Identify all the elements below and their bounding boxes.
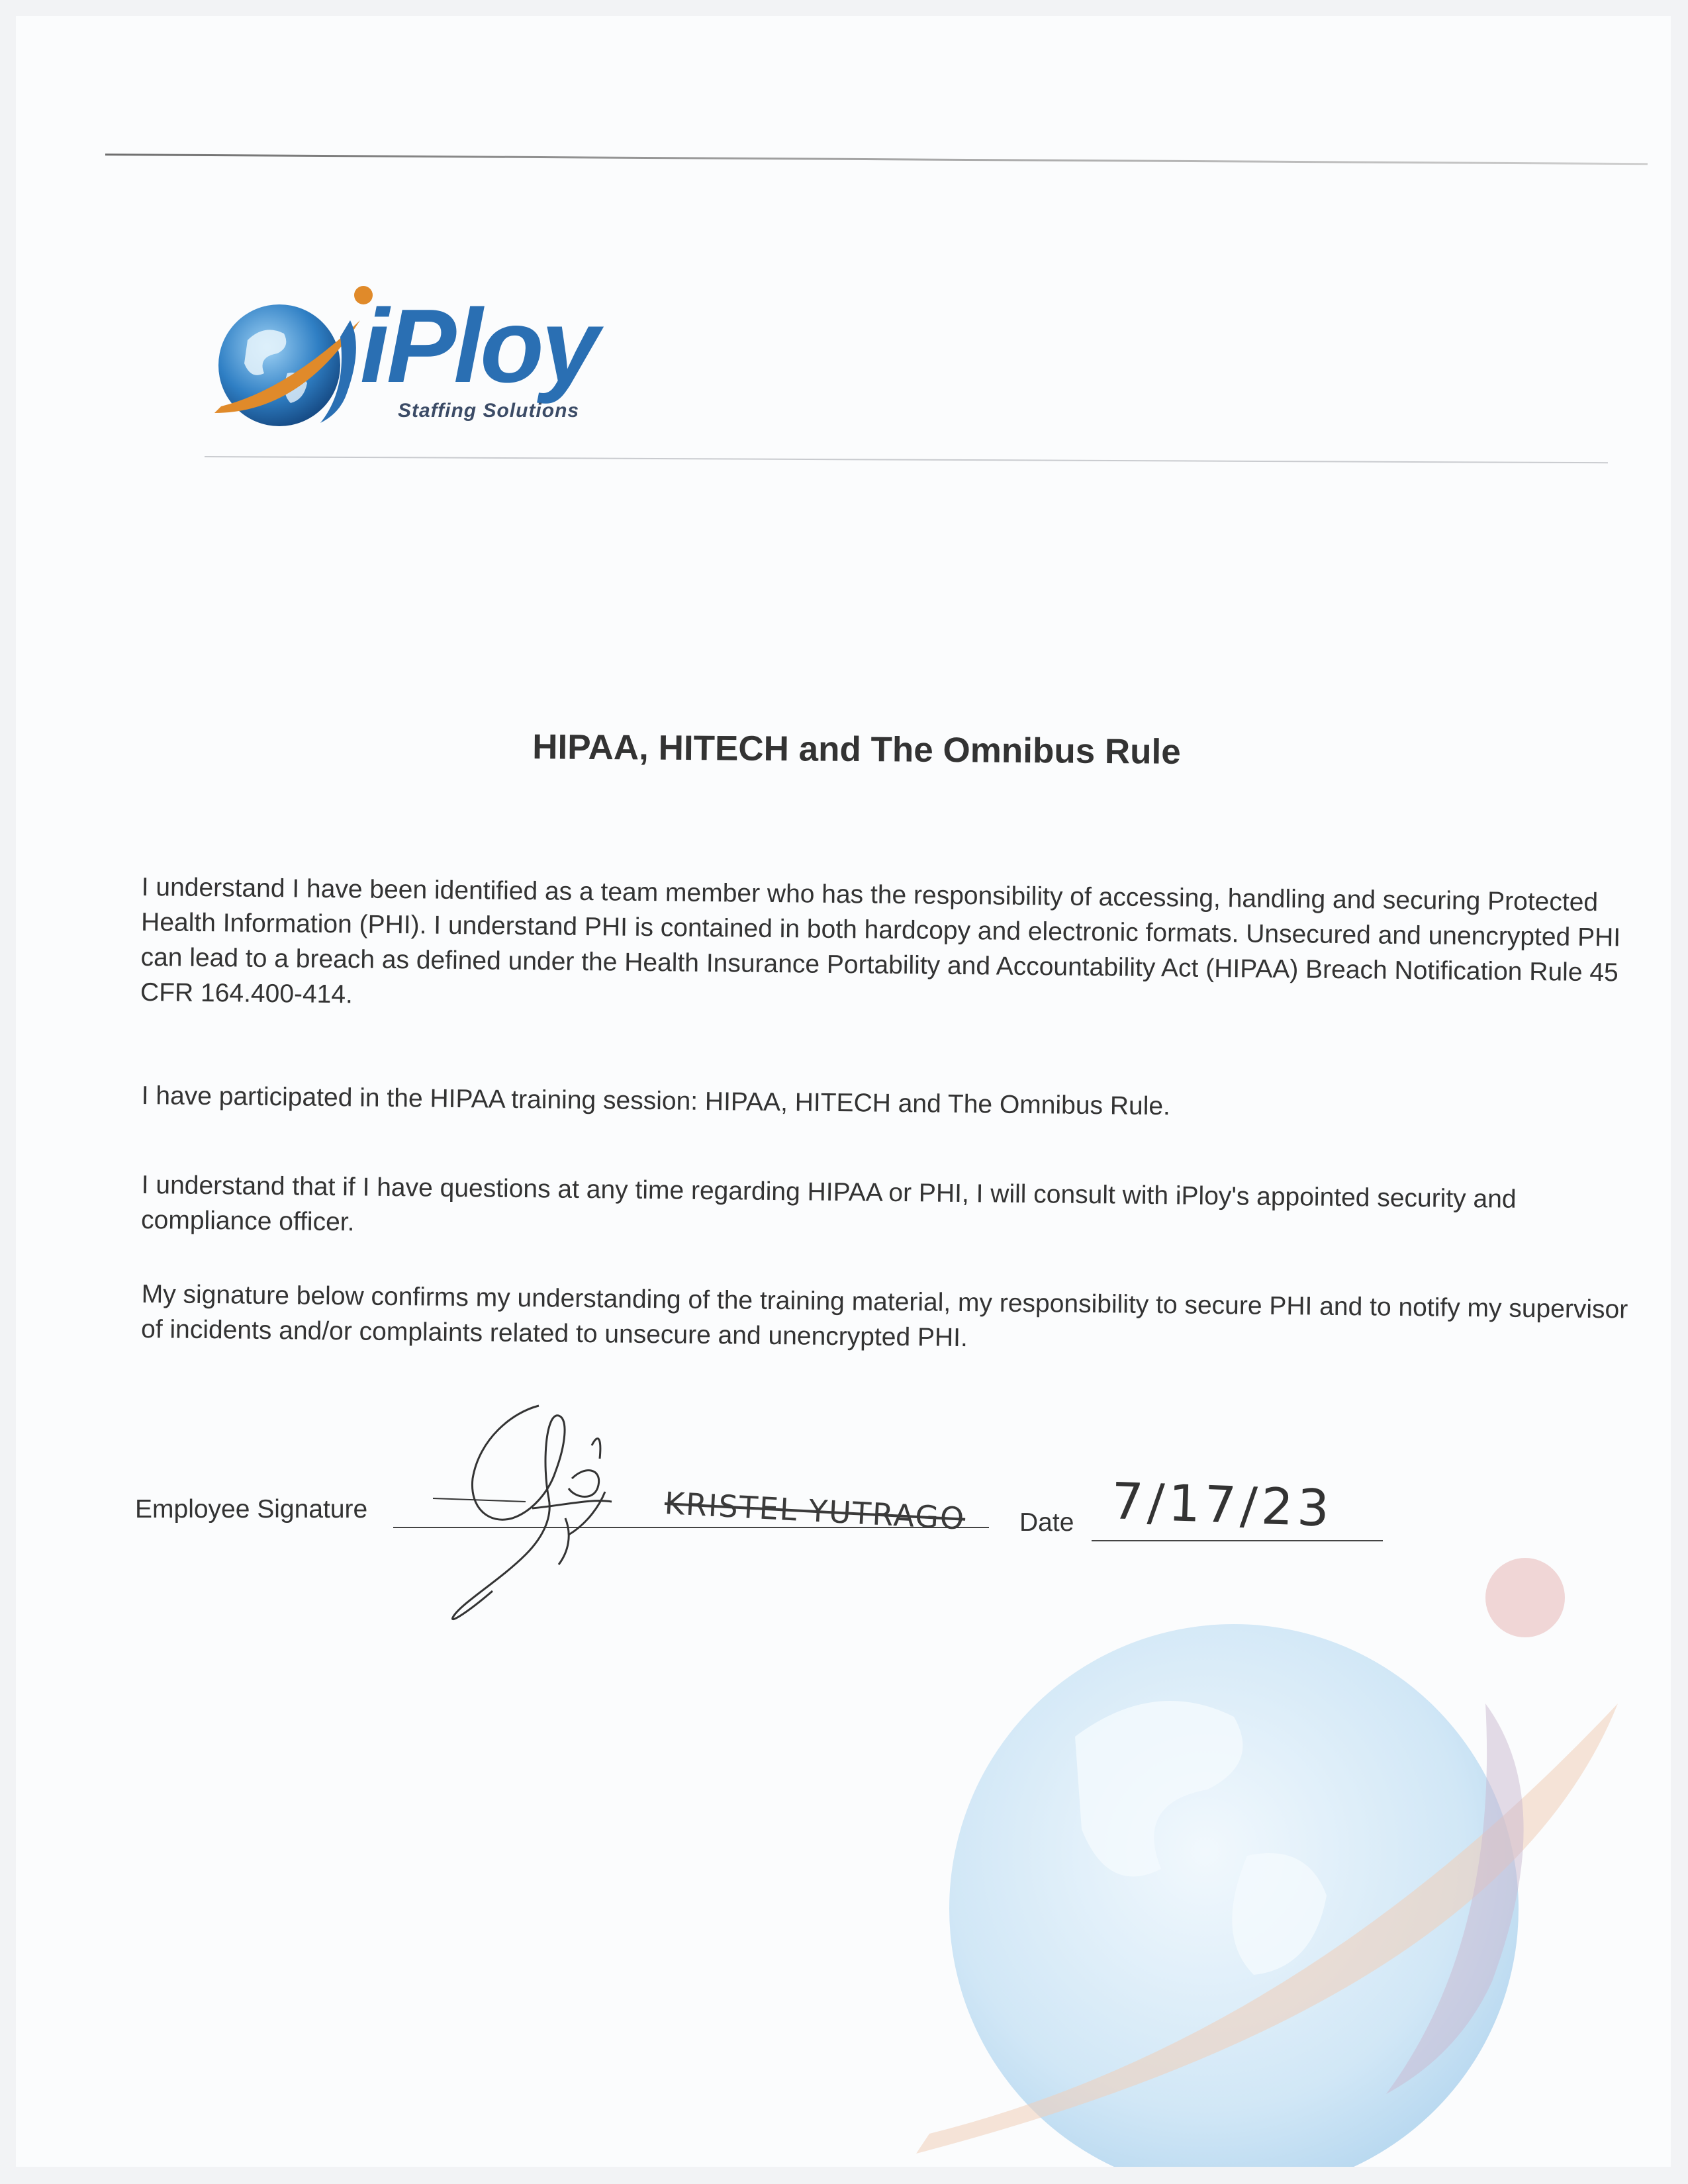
paragraph-questions: I understand that if I have questions at any time regarding HIPAA or PHI, I will consult with iPloy's appointed security and compliance officer. [140, 1170, 1517, 1237]
header-divider [205, 456, 1608, 463]
top-divider [105, 154, 1648, 165]
document-page [16, 16, 1671, 2167]
handwritten-name: KRISTEL YUTRAGO [663, 1485, 966, 1537]
iploy-logo [201, 281, 704, 439]
handwritten-date: 7/17/23 [1110, 1471, 1335, 1538]
paragraph-understanding: I understand I have been identified as a team member who has the responsibility of accessing, handling and securing Protected Health Information (PHI). I understand PHI is contained in both hardcopy and electronic formats. Unsecured and unencrypted PHI can lead to a breach as defined under the Health Insurance Portability and Accountability Act (HIPAA) Breach Notification Rule 45 CFR 164.400-414. [140, 872, 1621, 1009]
date-label: Date [1019, 1508, 1074, 1537]
signature-label: Employee Signature [135, 1495, 368, 1524]
logo-wordmark: iPloy [360, 288, 597, 404]
logo-tagline: Staffing Solutions [398, 400, 580, 422]
paragraph-confirmation: My signature below confirms my understanding of the training material, my responsibility to secure PHI and to notify my supervisor of incidents and/or complaints related to unsecure and unencrypted PHI. [140, 1279, 1628, 1353]
globe-watermark-icon [903, 1538, 1664, 2167]
globe-logo-icon [201, 281, 373, 439]
document-title: HIPAA, HITECH and The Omnibus Rule [532, 727, 1181, 772]
paragraph-training: I have participated in the HIPAA training session: HIPAA, HITECH and The Omnibus Rule. [141, 1081, 1171, 1121]
